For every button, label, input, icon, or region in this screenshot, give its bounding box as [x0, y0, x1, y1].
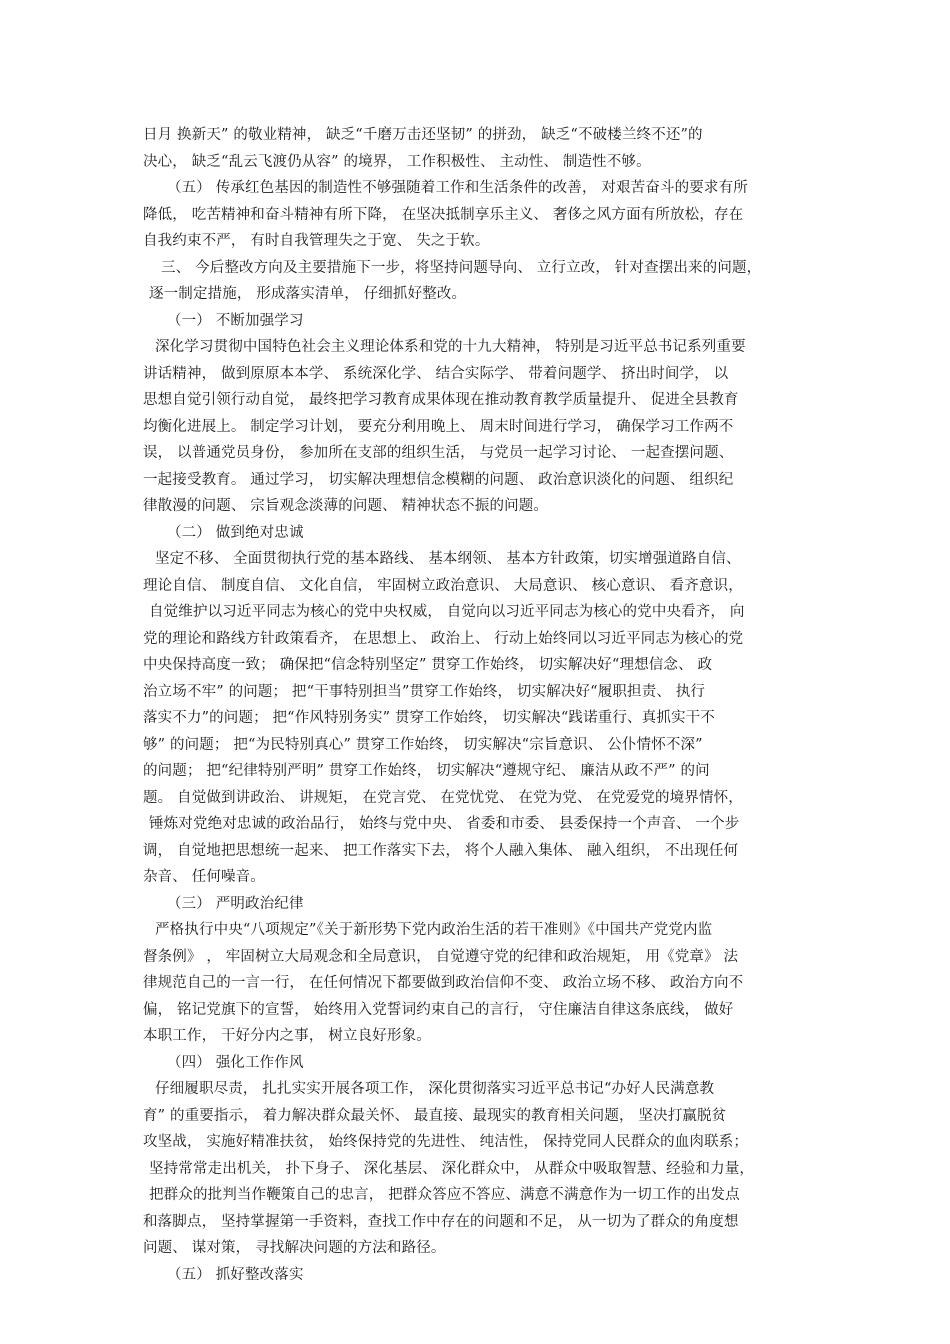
- text-line: 自觉维护以习近平同志为核心的党中央权威， 自觉向以习近平同志为核心的党中央看齐， 向: [149, 604, 745, 620]
- text-line: 问题、 谋对策， 寻找解决问题的方法和路径。: [143, 1240, 446, 1256]
- text-line: 严格执行中央“八项规定”《关于新形势下党内政治生活的若干准则》《中国共产党党内监: [155, 922, 713, 938]
- document-page: [143, 122, 813, 1288]
- section-heading: 三、 今后整改方向及主要措施下一步，将坚持问题导向、 立行立改， 针对查摆出来的问题，: [161, 259, 762, 276]
- section-heading: （五） 抓好整改落实: [167, 1266, 304, 1283]
- text-line: 一起接受教育。 通过学习， 切实解决理想信念模糊的问题、 政治意识淡化的问题、 组织纪: [143, 471, 734, 488]
- text-line: 决心， 缺乏“乱云飞渡仍从容” 的境界， 工作积极性、 主动性、 制造性不够。: [143, 153, 651, 170]
- text-line: 题。 自觉做到讲政治、 讲规矩， 在党言党、 在党忧党、 在党为党、 在党爱党的境界情怀，: [143, 789, 743, 806]
- text-line: 仔细履职尽责， 扎扎实实开展各项工作， 深化贯彻落实习近平总书记“办好人民满意教: [155, 1081, 715, 1097]
- text-line: 思想自觉引领行动自觉， 最终把学习教育成果体现在推动教育教学质量提升、 促进全县教育: [143, 392, 739, 408]
- section-heading: （五） 传承红色基因的制造性不够强随着工作和生活条件的改善， 对艰苦奋斗的要求有所: [167, 180, 748, 196]
- text-line: 攻坚战， 实施好精准扶贫， 始终保持党的先进性、 纯洁性， 保持党同人民群众的血肉联系；: [143, 1134, 749, 1150]
- text-line: 深化学习贯彻中国特色社会主义理论体系和党的十九大精神， 特别是习近平总书记系列重要: [155, 339, 746, 355]
- text-line: 偏， 铭记党旗下的宣誓， 始终用入党誓词约束自己的言行， 守住廉洁自律这条底线， 做好: [143, 1001, 734, 1018]
- text-line: 把群众的批判当作鞭策自己的忠言， 把群众答应不答应、满意不满意作为一切工作的出发点: [149, 1187, 740, 1203]
- text-line: 育” 的重要指示， 着力解决群众最关怀、 最直接、最现实的教育相关问题， 坚决打赢脱贫: [143, 1107, 727, 1124]
- text-line: 锤炼对党绝对忠诚的政治品行， 始终与党中央、 省委和市委、 县委保持一个声音、 一个步: [149, 816, 740, 832]
- section-heading: （二） 做到绝对忠诚: [167, 524, 304, 541]
- text-line: 误， 以普通党员身份， 参加所在支部的组织生活， 与党员一起学习讨论、 一起查摆问题、: [143, 445, 734, 461]
- text-line: 杂音、 任何噪音。: [143, 869, 265, 885]
- text-line: 调， 自觉地把思想统一起来、 把工作落实下去， 将个人融入集体、 融入组织， 不出现任何: [143, 842, 739, 859]
- text-line: 督条例》 ， 牢固树立大局观念和全局意识， 自觉遵守党的纪律和政治规矩， 用《党章》 法: [143, 948, 739, 965]
- text-line: 均衡化进展上。 制定学习计划， 要充分利用晚上、 周末时间进行学习， 确保学习工作两不: [143, 418, 734, 435]
- text-line: 坚定不移、 全面贯彻执行党的基本路线、 基本纲领、 基本方针政策，切实增强道路自信、: [155, 551, 741, 567]
- text-line: 律规范自己的一言一行， 在任何情况下都要做到政治信仰不变、 政治立场不移、 政治方向不: [143, 975, 744, 991]
- section-heading: （三） 严明政治纪律: [167, 895, 304, 912]
- text-line: 中央保持高度一致； 确保把“信念特别坚定” 贯穿工作始终， 切实解决好“理想信念、 政: [143, 657, 713, 673]
- text-line: 理论自信、 制度自信、 文化自信， 牢固树立政治意识、 大局意识、 核心意识、 看齐意识，: [143, 577, 743, 594]
- section-heading: （四） 强化工作作风: [167, 1054, 304, 1071]
- text-line: 落实不力”的问题； 把“作风特别务实” 贯穿工作始终， 切实解决“践诺重行、真抓实干不: [143, 710, 715, 726]
- text-line: 党的理论和路线方针政策看齐， 在思想上、 政治上、 行动上始终同以习近平同志为核心的党: [143, 630, 744, 647]
- text-line: 本职工作， 干好分内之事， 树立良好形象。: [143, 1028, 431, 1044]
- text-line: 日月 换新天” 的敬业精神， 缺乏“千磨万击还坚韧” 的拼劲， 缺乏“不破楼兰终不还”的: [143, 127, 703, 143]
- text-line: 治立场不牢” 的问题； 把“干事特别担当”贯穿工作始终， 切实解决好“履职担责、 执行: [143, 683, 706, 700]
- text-line: 逐一制定措施， 形成落实清单， 仔细抓好整改。: [149, 286, 467, 302]
- text-line: 坚持常常走出机关， 扑下身子、 深化基层、 深化群众中， 从群众中吸取智慧、经验和力量，: [149, 1160, 755, 1177]
- section-heading: （一） 不断加强学习: [167, 312, 304, 329]
- text-line: 自我约束不严， 有时自我管理失之于宽、 失之于软。: [143, 233, 490, 249]
- text-line: 够” 的问题； 把“为民特别真心” 贯穿工作始终， 切实解决“宗旨意识、 公仆情怀不深”: [143, 736, 703, 753]
- text-line: 降低， 吃苦精神和奋斗精神有所下降， 在坚决抵制享乐主义、 奢侈之风方面有所放松，存在: [143, 206, 744, 223]
- text-line: 和落脚点， 坚持掌握第一手资料，查找工作中存在的问题和不足， 从一切为了群众的角度想: [143, 1213, 739, 1230]
- text-line: 的问题； 把“纪律特别严明” 贯穿工作始终， 切实解决“遵规守纪、 廉洁从政不严” 的问: [143, 763, 710, 779]
- text-line: 讲话精神， 做到原原本本学、 系统深化学、 结合实际学、 带着问题学、 挤出时间学， 以: [143, 365, 729, 382]
- text-line: 律散漫的问题、 宗旨观念淡薄的问题、 精神状态不振的问题。: [143, 498, 549, 514]
